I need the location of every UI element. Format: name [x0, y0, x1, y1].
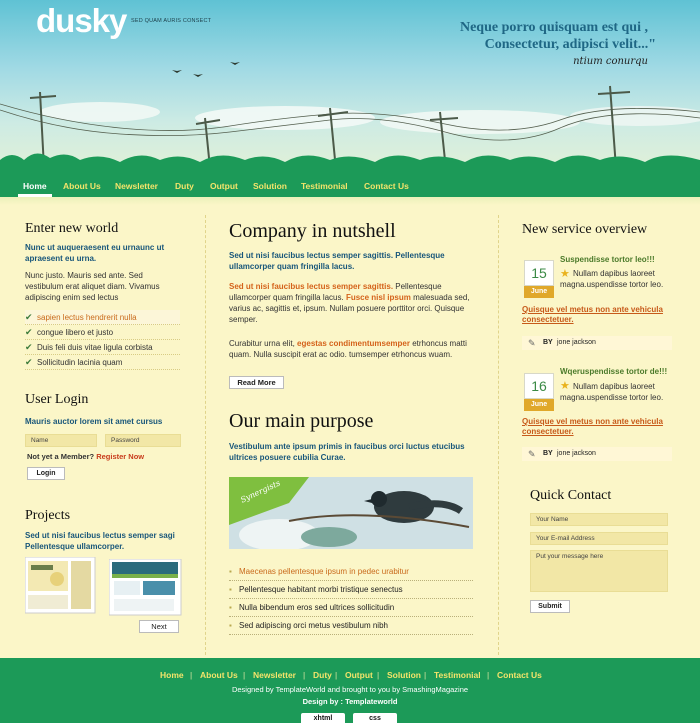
footer-separator: |	[487, 670, 490, 680]
company-paragraph-1: Sed ut nisi faucibus lectus semper sagittis. Pellentesque ullamcorper quam fringilla lacus. Fusce nisl ipsum malesuada sed, varius ac, sagittis et, ipsum. Nullam posuere porttitor orci. Quisque semper.	[229, 282, 470, 324]
register-prompt	[27, 452, 144, 461]
company-lead: Sed ut nisi faucibus lectus semper sagittis. Pellentesque ullamcorper quam fringilla lacus.	[229, 251, 445, 271]
check-icon: ✔	[25, 342, 33, 352]
company-title: Company in nutshell	[229, 220, 396, 242]
footer-separator: |	[303, 670, 306, 680]
post-link[interactable]: Quisque vel metus non ante vehicula consectetuer.	[522, 305, 663, 324]
register-now-link[interactable]: Register Now	[96, 452, 145, 461]
nav-testimonial[interactable]: Testimonial	[301, 181, 348, 191]
bullet-icon: ▪	[229, 567, 232, 576]
column-divider-left	[205, 215, 206, 655]
user-login-title: User Login	[25, 392, 89, 407]
nav-home[interactable]: Home	[23, 181, 47, 191]
read-more-button[interactable]: Read More	[229, 376, 284, 389]
list-item[interactable]: ▪ Sed adipiscing orci metus vestibulum nibh	[229, 617, 473, 635]
user-login-lead: Mauris auctor lorem sit amet cursus	[25, 417, 163, 426]
list-item[interactable]: ▪ Nulla bibendum eros sed ultrices sollicitudin	[229, 599, 473, 617]
column-divider-right	[498, 215, 499, 655]
nav-about-us[interactable]: About Us	[63, 181, 101, 191]
author-icon: ✎	[528, 449, 536, 459]
header-signature: ntium conurqu	[573, 56, 648, 67]
banner-ribbon-text: Synergists	[239, 478, 282, 505]
not-member-text: Not yet a Member?	[27, 452, 95, 461]
post-author-bar	[522, 447, 672, 461]
footer-link-contact-us[interactable]: Contact Us	[497, 670, 542, 680]
company-paragraph-2: Curabitur urna elit, egestas condimentumsemper etrhoncus matti quam. Nulla suscipit erat ac odio. tumsemper etrhoncus wuam.	[229, 339, 467, 359]
contact-message-field[interactable]: Put your message here	[530, 550, 668, 592]
projects-lead: Sed ut nisi faucibus lectus semper sagi Pellentesque ullamcorper.	[25, 531, 175, 551]
post-author-bar	[522, 336, 672, 350]
enter-world-title: Enter new world	[25, 221, 119, 236]
xhtml-badge[interactable]: xhtml	[301, 713, 345, 723]
list-item[interactable]: ✔ Duis feli duis vitae ligula corbista	[25, 340, 180, 355]
post-author[interactable]: jone jackson	[557, 339, 596, 346]
nav-duty[interactable]: Duty	[175, 181, 194, 191]
post-title[interactable]: Suspendisse tortor leo!!!	[560, 255, 655, 264]
contact-submit-button[interactable]: Submit	[530, 600, 570, 613]
purpose-title: Our main purpose	[229, 410, 374, 432]
by-label: BY	[543, 450, 553, 457]
footer-separator: |	[424, 670, 427, 680]
list-item[interactable]: ✔ congue libero et justo	[25, 325, 180, 340]
nav-contact-us[interactable]: Contact Us	[364, 181, 409, 191]
footer-design-by: Design by : Templateworld	[302, 697, 398, 706]
nav-newsletter[interactable]: Newsletter	[115, 181, 158, 191]
post-body: Nullam dapibus laoreet magna.uspendisse tortor leo.	[560, 382, 664, 402]
footer-link-duty[interactable]: Duty	[313, 670, 332, 680]
header-quote-line2: Consectetur, adipisci velit..."	[484, 37, 656, 52]
login-button[interactable]: Login	[27, 467, 65, 480]
footer-link-home[interactable]: Home	[160, 670, 184, 680]
main-navigation	[0, 175, 700, 197]
bullet-icon: ▪	[229, 621, 232, 630]
contact-email-field[interactable]: Your E-mail Address	[530, 532, 668, 545]
list-item[interactable]: ✔ Sollicitudin lacinia quam	[25, 355, 180, 370]
header-quote-line1: Neque porro quisquam est qui ,	[459, 20, 648, 35]
contact-name-field[interactable]: Your Name	[530, 513, 668, 526]
footer-separator: |	[335, 670, 338, 680]
footer-link-output[interactable]: Output	[345, 670, 373, 680]
nav-shadow	[0, 197, 700, 205]
post-month: June	[524, 399, 554, 411]
login-password-field[interactable]: Password	[105, 434, 181, 447]
footer	[0, 658, 700, 723]
footer-link-solution[interactable]: Solution	[387, 670, 421, 680]
post-date-2	[524, 373, 554, 411]
enter-world-body: Nunc justo. Mauris sed ante. Sed vestibulum erat aliquet diam. Vivamus adipiscing enim sed lectus	[25, 271, 160, 302]
check-icon: ✔	[25, 357, 33, 367]
nav-solution[interactable]: Solution	[253, 181, 287, 191]
purpose-lead: Vestibulum ante ipsum primis in faucibus orci luctus etucibus ultrices posuere cubilia Curae.	[229, 442, 465, 462]
post-author[interactable]: jone jackson	[557, 450, 596, 457]
projects-next-button[interactable]: Next	[139, 620, 179, 633]
purpose-list	[229, 563, 473, 635]
post-day: 16	[524, 373, 554, 399]
post-day: 15	[524, 260, 554, 286]
check-icon: ✔	[25, 312, 33, 322]
site-tagline: SED QUAM AURIS CONSECT	[131, 18, 212, 24]
enter-world-lead: Nunc ut auqueraesent eu urnaunc ut apraesent eu urna.	[25, 243, 165, 263]
by-label: BY	[543, 339, 553, 346]
bullet-icon: ▪	[229, 585, 232, 594]
company-highlight-1: Sed ut nisi faucibus lectus semper sagittis.	[229, 282, 394, 291]
post-date-1	[524, 260, 554, 298]
login-name-field[interactable]: Name	[25, 434, 97, 447]
author-icon: ✎	[528, 338, 536, 348]
post-month: June	[524, 286, 554, 298]
feature-checklist	[25, 310, 180, 370]
project-thumbnail-2[interactable]	[109, 559, 183, 617]
star-icon: ★	[560, 268, 570, 280]
bullet-icon: ▪	[229, 603, 232, 612]
nav-output[interactable]: Output	[210, 181, 238, 191]
footer-credit: Designed by TemplateWorld and brought to you by SmashingMagazine	[231, 685, 469, 694]
post-body: Nullam dapibus laoreet magna.uspendisse tortor leo.	[560, 269, 664, 289]
list-item[interactable]: ▪ Maecenas pellentesque ipsum in pedec urabitur	[229, 563, 473, 581]
footer-link-newsletter[interactable]: Newsletter	[253, 670, 296, 680]
company-highlight-2: Fusce nisl ipsum	[345, 293, 411, 302]
project-thumbnail-1[interactable]	[25, 557, 97, 615]
css-badge[interactable]: css	[353, 713, 397, 723]
header	[0, 0, 700, 175]
check-icon: ✔	[25, 327, 33, 337]
footer-separator: |	[243, 670, 246, 680]
footer-link-testimonial[interactable]: Testimonial	[434, 670, 481, 680]
company-highlight-3: egestas condimentumsemper	[297, 339, 410, 348]
post-title[interactable]: Wqeruspendisse tortor de!!!	[560, 367, 668, 376]
list-item[interactable]: ▪ Pellentesque habitant morbi tristique senectus	[229, 581, 473, 599]
footer-separator: |	[377, 670, 380, 680]
star-icon: ★	[560, 380, 570, 392]
post-link[interactable]: Quisque vel metus non ante vehicula consectetuer.	[522, 417, 663, 436]
projects-title: Projects	[25, 508, 71, 523]
site-logo[interactable]: dusky	[36, 2, 127, 39]
service-overview-title: New service overview	[522, 222, 648, 237]
footer-separator: |	[190, 670, 193, 680]
quick-contact-title: Quick Contact	[530, 488, 612, 503]
purpose-banner-image	[229, 477, 473, 549]
list-item[interactable]: ✔ sapien lectus hendrerit nulla	[25, 310, 180, 325]
footer-link-about-us[interactable]: About Us	[200, 670, 238, 680]
